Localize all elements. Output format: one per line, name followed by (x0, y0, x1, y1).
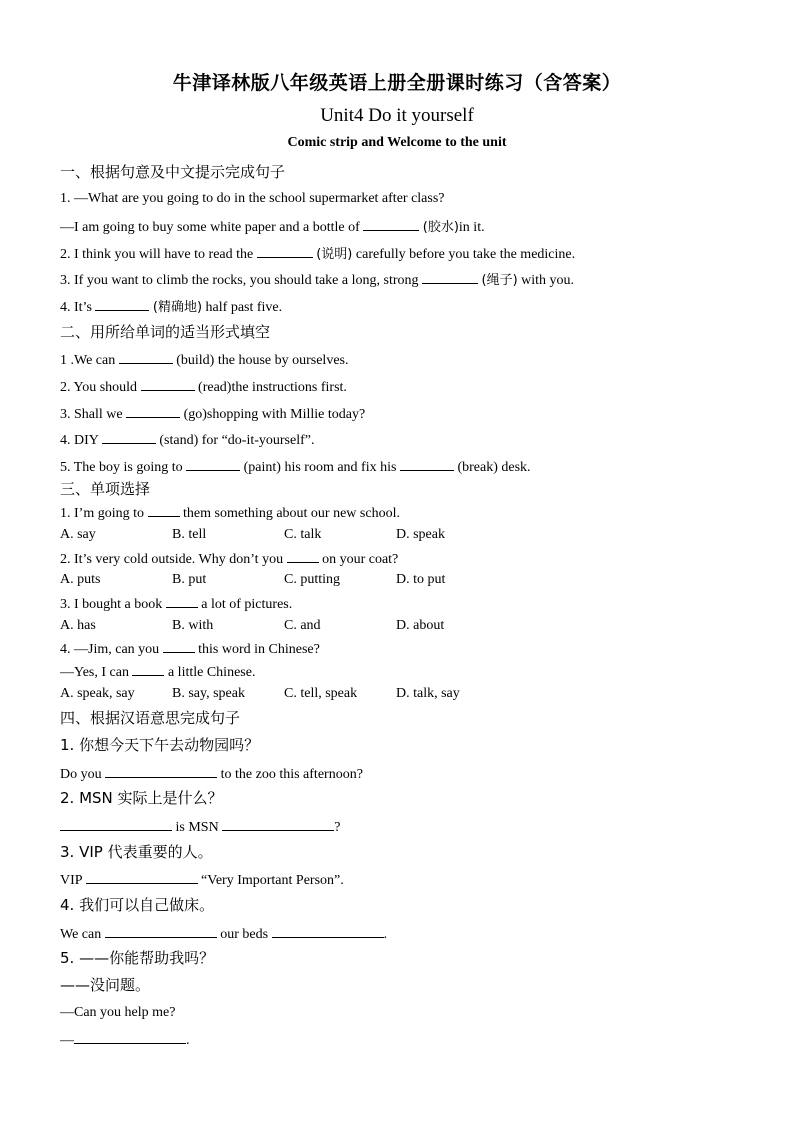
answer-blank[interactable] (102, 430, 156, 444)
s4-question-1 (60, 764, 363, 784)
unit-title: Unit4 Do it yourself (320, 105, 474, 126)
s3-q2-option-c[interactable]: C. putting (284, 572, 341, 587)
s1-question-2 (60, 244, 575, 264)
answer-blank[interactable] (119, 350, 173, 364)
s2-q5-text-mid: (paint) his room and fix his (243, 460, 397, 475)
s3-q1-text-end: them something about our new school. (183, 506, 400, 521)
s3-q4a-text: 4. —Jim, can you (60, 642, 160, 657)
s4-q2-chinese: 2. MSN 实际上是什么？ (60, 789, 223, 807)
s4-q5-chinese: 5. ——你能帮助我吗？ (60, 949, 215, 967)
answer-blank[interactable] (95, 297, 149, 311)
answer-blank[interactable] (222, 817, 334, 831)
s1-q2-text-end: carefully before you take the medicine. (355, 247, 576, 262)
answer-blank[interactable] (257, 244, 313, 258)
s3-question-4a (60, 639, 320, 659)
s2-question-2 (60, 377, 347, 397)
s3-q1-option-d[interactable]: D. speak (396, 527, 445, 542)
s3-q2-option-a[interactable]: A. puts (60, 572, 101, 587)
s4-q3-chinese: 3. VIP 代表重要的人。 (60, 843, 213, 861)
s2-q1-text: 1 .We can (60, 353, 116, 368)
s2-q3-text: 3. Shall we (60, 407, 123, 422)
s3-q3-option-d[interactable]: D. about (396, 618, 445, 633)
s4-q2-text-end: ? (334, 820, 341, 835)
s1-q1b-text-end: in it. (458, 220, 485, 235)
s3-q4a-text-end: this word in Chinese? (198, 642, 320, 657)
s4-question-2 (60, 817, 340, 837)
s3-q3-text: 3. I bought a book (60, 597, 163, 612)
s4-q5-chinese-reply: ——没问题。 (60, 976, 151, 994)
s3-q4b-text: —Yes, I can (60, 665, 129, 680)
answer-blank[interactable] (86, 870, 198, 884)
s4-q3-text: VIP (60, 873, 83, 888)
s2-question-3 (60, 404, 365, 424)
s4-q1-text: Do you (60, 767, 102, 782)
s1-q3-hint: (绳子) (481, 273, 518, 288)
section-2-heading: 二、用所给单词的适当形式填空 (60, 323, 271, 341)
s3-q4b-text-end: a little Chinese. (167, 665, 256, 680)
answer-blank[interactable] (166, 594, 198, 608)
s1-q4-text: 4. It’s (60, 300, 92, 315)
s3-q3-option-b[interactable]: B. with (172, 618, 214, 633)
s1-q4-hint: (精确地) (152, 300, 203, 315)
s4-question-5 (60, 1030, 190, 1050)
s2-q4-text: 4. DIY (60, 433, 99, 448)
answer-blank[interactable] (126, 404, 180, 418)
answer-blank[interactable] (422, 270, 478, 284)
s1-q2-hint: (说明) (316, 247, 353, 262)
s1-q1b-hint: (胶水) (422, 220, 459, 235)
s4-q3-text-end: “Very Important Person”. (201, 873, 344, 888)
s1-question-3 (60, 270, 574, 290)
s2-q3-text-end: (go)shopping with Millie today? (183, 407, 366, 422)
s3-q1-text: 1. I’m going to (60, 506, 144, 521)
s3-q2-text-end: on your coat? (322, 552, 399, 567)
s3-q1-option-a[interactable]: A. say (60, 527, 96, 542)
s3-q4-option-d[interactable]: D. talk, say (396, 686, 460, 701)
s3-q3-option-c[interactable]: C. and (284, 618, 321, 633)
answer-blank[interactable] (163, 639, 195, 653)
s3-q4-option-a[interactable]: A. speak, say (60, 686, 135, 701)
answer-blank[interactable] (287, 549, 319, 563)
s2-q2-text: 2. You should (60, 380, 138, 395)
s2-q2-text-end: (read)the instructions first. (198, 380, 347, 395)
s2-q5-text: 5. The boy is going to (60, 460, 183, 475)
s4-q2-text: is MSN (175, 820, 219, 835)
s1-q3-text: 3. If you want to climb the rocks, you should take a long, strong (60, 273, 419, 288)
s3-question-1 (60, 503, 400, 523)
answer-blank[interactable] (105, 924, 217, 938)
answer-blank[interactable] (74, 1030, 186, 1044)
s1-question-1b (60, 217, 485, 237)
s3-q3-option-a[interactable]: A. has (60, 618, 96, 633)
s4-q4-text: We can (60, 927, 102, 942)
s1-q1b-text: —I am going to buy some white paper and a bottle of (60, 220, 360, 235)
answer-blank[interactable] (363, 217, 419, 231)
answer-blank[interactable] (132, 662, 164, 676)
s1-question-1a: 1. —What are you going to do in the school supermarket after class? (60, 191, 445, 206)
section-3-heading: 三、单项选择 (60, 480, 151, 498)
page-title: 牛津译林版八年级英语上册全册课时练习（含答案） (172, 72, 622, 94)
s3-q2-option-d[interactable]: D. to put (396, 572, 446, 587)
s3-q1-option-c[interactable]: C. talk (284, 527, 322, 542)
s4-q1-chinese: 1. 你想今天下午去动物园吗？ (60, 736, 260, 754)
s3-q3-text-end: a lot of pictures. (201, 597, 293, 612)
answer-blank[interactable] (105, 764, 217, 778)
s3-question-4b (60, 662, 255, 682)
s1-q2-text: 2. I think you will have to read the (60, 247, 254, 262)
s2-q4-text-end: (stand) for “do-it-yourself”. (159, 433, 315, 448)
s4-q5-dash: — (60, 1033, 74, 1048)
s4-q5-english: —Can you help me? (60, 1005, 176, 1020)
section-1-heading: 一、根据句意及中文提示完成句子 (60, 163, 286, 181)
s4-q4-text-mid: our beds (220, 927, 269, 942)
answer-blank[interactable] (141, 377, 195, 391)
answer-blank[interactable] (148, 503, 180, 517)
s2-question-4 (60, 430, 314, 450)
answer-blank[interactable] (272, 924, 384, 938)
lesson-subtitle: Comic strip and Welcome to the unit (287, 135, 507, 150)
s2-question-1 (60, 350, 348, 370)
s4-question-4 (60, 924, 387, 944)
s3-q1-option-b[interactable]: B. tell (172, 527, 207, 542)
s4-q5-text-end: . (186, 1033, 190, 1048)
answer-blank[interactable] (186, 457, 240, 471)
s3-question-3 (60, 594, 292, 614)
s3-question-2 (60, 549, 398, 569)
s3-q4-option-b[interactable]: B. say, speak (172, 686, 245, 701)
answer-blank[interactable] (400, 457, 454, 471)
s4-q4-text-end: . (383, 927, 388, 942)
s2-q1-text-end: (build) the house by ourselves. (176, 353, 349, 368)
answer-blank[interactable] (60, 817, 172, 831)
s3-q2-option-b[interactable]: B. put (172, 572, 207, 587)
s2-q5-text-end: (break) desk. (457, 460, 531, 475)
s4-question-3 (60, 870, 344, 890)
s3-q2-text: 2. It’s very cold outside. Why don’t you (60, 552, 284, 567)
s1-q3-text-end: with you. (521, 273, 575, 288)
s4-q4-chinese: 4. 我们可以自己做床。 (60, 896, 215, 914)
s1-question-4 (60, 297, 282, 317)
section-4-heading: 四、根据汉语意思完成句子 (60, 709, 241, 727)
s2-question-5 (60, 457, 531, 477)
s1-q4-text-end: half past five. (205, 300, 283, 315)
s3-q4-option-c[interactable]: C. tell, speak (284, 686, 358, 701)
s4-q1-text-end: to the zoo this afternoon? (220, 767, 363, 782)
